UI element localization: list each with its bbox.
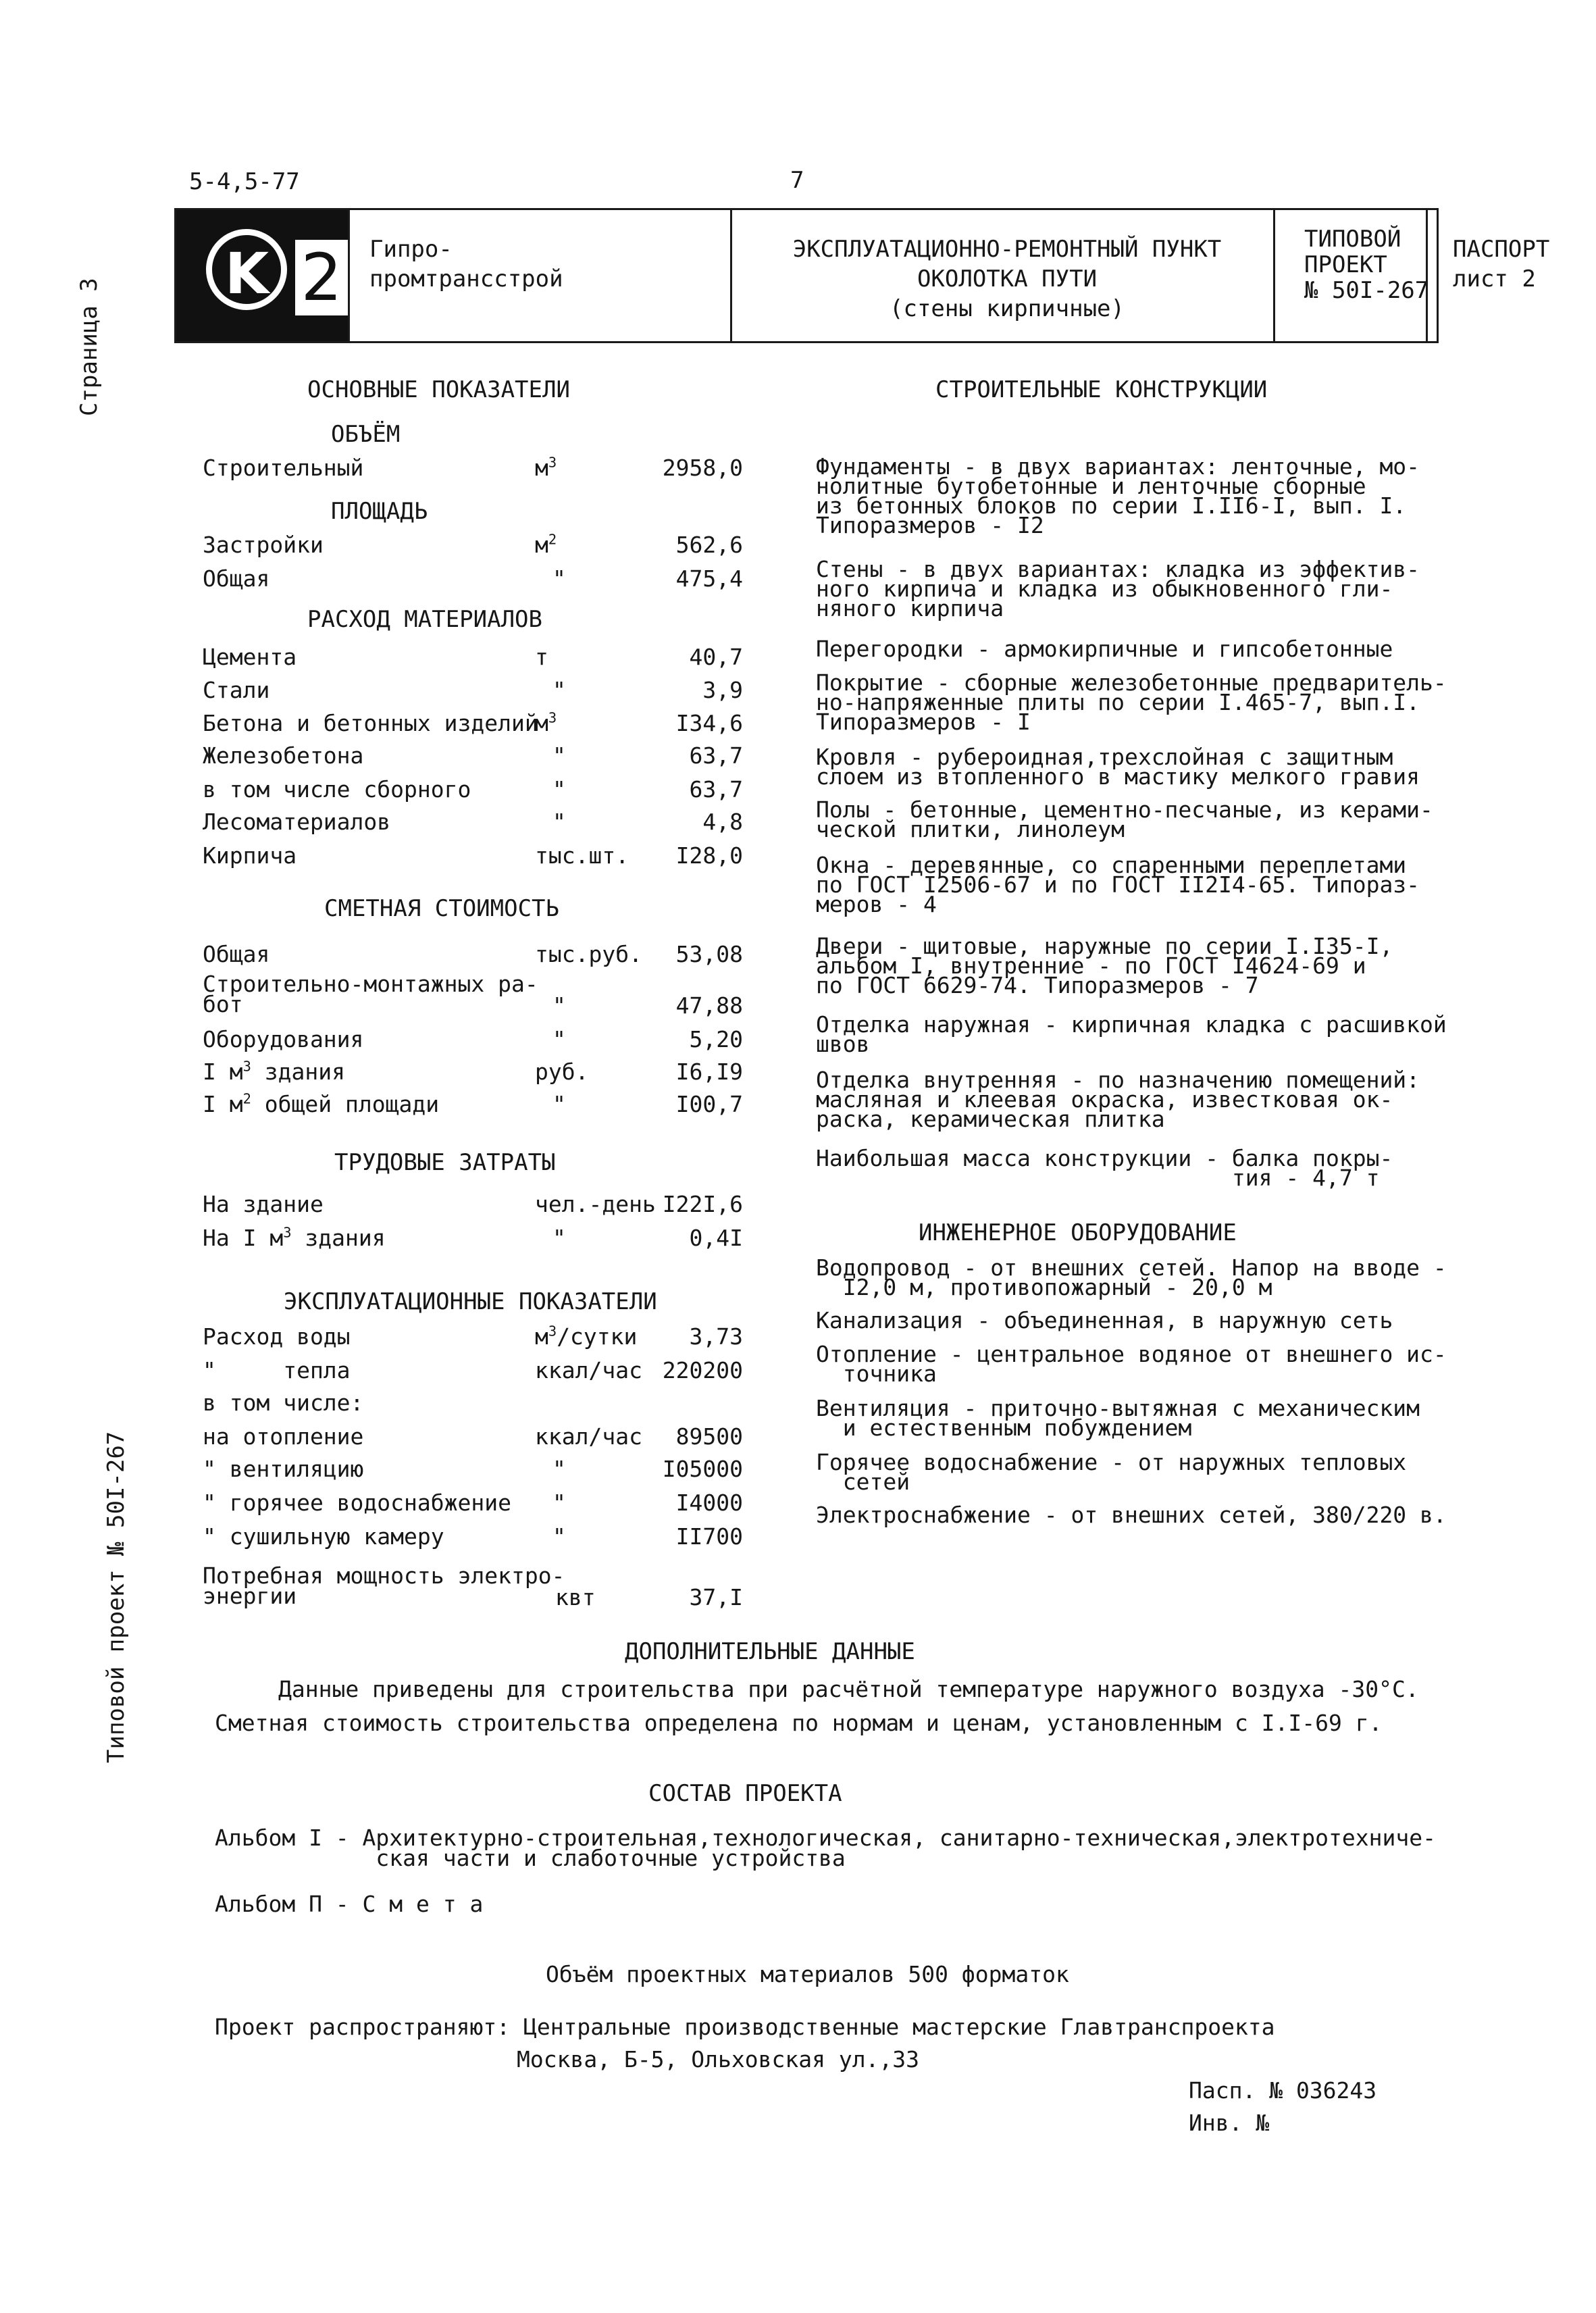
ops-row-unit: ккал/час	[535, 1423, 642, 1450]
materials-row-unit: "	[552, 776, 566, 803]
area-row-label: Общая	[203, 565, 270, 592]
materials-heading: РАСХОД МАТЕРИАЛОВ	[307, 606, 542, 633]
cost-row-label: I $м^3$ здания	[203, 1058, 345, 1085]
structure-item: Фундаменты - в двух вариантах: ленточные, мо- нолитные бутобетонные и ленточные сборные из бетонных блоков по серии I.II6-I, вып. I. Типоразмеров - I2	[816, 453, 1420, 538]
materials-row-label: Бетона и бетонных изделий	[203, 710, 538, 736]
structure-item: Покрытие - сборные железобетонные предваритель- но-напряженные плиты по серии I.465-7, вып.I. Типоразмеров - I	[816, 669, 1447, 735]
area-row-unit: $м^2$	[535, 531, 557, 558]
ops-heading: ЭКСПЛУАТАЦИОННЫЕ ПОКАЗАТЕЛИ	[284, 1288, 657, 1315]
ops-row-value: 89500	[675, 1423, 743, 1450]
power-label: Потребная мощность электро- энергии	[203, 1562, 565, 1609]
project-type: ТИПОВОЙ ПРОЕКТ № 50I-267	[1304, 226, 1429, 304]
engineering-item: Канализация - объединенная, в наружную сеть	[816, 1307, 1393, 1333]
structure-item: Окна - деревянные, со спаренными переплетами по ГОСТ I2506-67 и по ГОСТ II2I4-65. Типораз- меров - 4	[816, 852, 1420, 917]
materials-row-value: 40,7	[689, 644, 743, 670]
materials-row-value: 63,7	[689, 776, 743, 803]
title-block	[174, 208, 1550, 343]
album-2: Альбом П - С м е т а	[215, 1891, 484, 1917]
inventory-number: Инв. №	[1189, 2110, 1270, 2136]
cost-heading: СМЕТНАЯ СТОИМОСТЬ	[324, 895, 559, 922]
engineering-heading: ИНЖЕНЕРНОЕ ОБОРУДОВАНИЕ	[919, 1219, 1237, 1246]
passport-sheet: ПАСПОРТ лист 2	[1453, 236, 1550, 293]
distributor-line-2: Москва, Б-5, Ольховская ул.,33	[517, 2046, 920, 2073]
structure-item: Кровля - рубероидная,трехслойная с защитным слоем из втопленного в мастику мелкого гравия	[816, 744, 1420, 790]
materials-row-label: Железобетона	[203, 742, 364, 769]
cost-row-label: I $м^2$ общей площади	[203, 1090, 440, 1117]
labor-row-value: 0,4I	[689, 1225, 743, 1251]
materials-row-label: в том числе сборного	[203, 776, 471, 803]
materials-row-value: 4,8	[702, 809, 743, 835]
structures-heading: СТРОИТЕЛЬНЫЕ КОНСТРУКЦИИ	[935, 376, 1268, 403]
ops-row-label: " тепла	[203, 1357, 351, 1383]
page-code: 5-4,5-77	[189, 168, 300, 195]
ops-row-label: Расход воды	[203, 1323, 351, 1350]
structure-item: Отделка внутренняя - по назначению помещений: масляная и клеевая окраска, известковая ок- раска, керамическая плитка	[816, 1067, 1420, 1132]
album-1: Альбом I - Архитектурно-строительная,технологическая, санитарно-техническая,электротехниче- ская части и слаботочные устройства	[215, 1825, 1436, 1871]
ops-row-unit: ккал/час	[535, 1357, 642, 1383]
ops-row-label: на отопление	[203, 1423, 364, 1450]
volume-value: 2958,0	[662, 455, 743, 481]
cost-row-value: I00,7	[675, 1091, 743, 1117]
cost-row-value: I6,I9	[675, 1059, 743, 1085]
materials-row-value: I28,0	[675, 842, 743, 869]
materials-row-unit: тыс.шт.	[535, 842, 629, 869]
cost-row-value: 47,88	[675, 992, 743, 1019]
structure-item: Отделка наружная - кирпичная кладка с расшивкой швов	[816, 1011, 1447, 1057]
cost-row-label: Строительно-монтажных ра- бот	[203, 971, 538, 1017]
ops-row-value: II700	[675, 1523, 743, 1550]
cost-row-unit: "	[552, 1026, 566, 1052]
main-indicators-heading: ОСНОВНЫЕ ПОКАЗАТЕЛИ	[307, 376, 570, 403]
additional-heading: ДОПОЛНИТЕЛЬНЫЕ ДАННЫЕ	[625, 1638, 915, 1665]
engineering-item: Электроснабжение - от внешних сетей, 380/220 в.	[816, 1502, 1447, 1528]
materials-row-label: Цемента	[203, 644, 297, 670]
labor-row-label: На здание	[203, 1191, 324, 1217]
cost-row-unit: "	[552, 992, 566, 1019]
additional-line-1: Данные приведены для строительства при расчётной температуре наружного воздуха -30°С.	[278, 1676, 1419, 1702]
ops-row-label: " сушильную камеру	[203, 1523, 444, 1550]
cost-row-label: Оборудования	[203, 1026, 364, 1052]
materials-row-unit: "	[552, 742, 566, 769]
additional-line-2: Сметная стоимость строительства определена по нормам и ценам, установленным с I.I-69 г.	[215, 1710, 1383, 1736]
logo-letter-k: K	[225, 240, 269, 307]
engineering-item: Водопровод - от внешних сетей. Напор на вводе - I2,0 м, противопожарный - 20,0 м	[816, 1254, 1447, 1300]
materials-row-unit: т	[535, 644, 548, 670]
engineering-item: Горячее водоснабжение - от наружных тепловых сетей	[816, 1449, 1407, 1495]
materials-row-value: 3,9	[702, 677, 743, 703]
materials-row-label: Стали	[203, 677, 270, 703]
area-row-value: 475,4	[675, 565, 743, 592]
cost-row-value: 5,20	[689, 1026, 743, 1052]
structure-item: Стены - в двух вариантах: кладка из эффектив- ного кирпича и кладка из обыкновенного гли- няного кирпича	[816, 556, 1420, 621]
labor-row-label: На I $м^3$ здания	[203, 1224, 386, 1251]
cost-row-label: Общая	[203, 941, 270, 967]
logo-number: 2	[295, 240, 348, 315]
ops-row-unit: "	[552, 1523, 566, 1550]
structure-item: Перегородки - армокирпичные и гипсобетонные	[816, 636, 1393, 662]
cost-row-unit: тыс.руб.	[535, 941, 642, 967]
area-row-value: 562,6	[675, 532, 743, 558]
power-unit: квт	[555, 1584, 596, 1610]
ops-row-value: I05000	[662, 1456, 743, 1482]
ops-row-label: " горячее водоснабжение	[203, 1490, 511, 1516]
ops-row-value: I4000	[675, 1490, 743, 1516]
materials-volume: Объём проектных материалов 500 форматок	[546, 1961, 1069, 1987]
materials-row-value: 63,7	[689, 742, 743, 769]
ops-row-label: " вентиляцию	[203, 1456, 364, 1482]
side-project-label: Типовой проект № 50I-267	[103, 1431, 130, 1763]
structure-item: Двери - щитовые, наружные по серии I.I35-I, альбом I, внутренние - по ГОСТ I4624-69 и по ГОСТ 6629-74. Типоразмеров - 7	[816, 933, 1393, 998]
volume-label: Строительный	[203, 455, 364, 481]
labor-row-value: I22I,6	[662, 1191, 743, 1217]
area-row-label: Застройки	[203, 532, 324, 558]
ops-row-unit: "	[552, 1490, 566, 1516]
engineering-item: Вентиляция - приточно-вытяжная с механическим и естественным побуждением	[816, 1395, 1420, 1441]
labor-heading: ТРУДОВЫЕ ЗАТРАТЫ	[334, 1149, 556, 1176]
structure-item: Полы - бетонные, цементно-песчаные, из керами- ческой плитки, линолеум	[816, 796, 1433, 842]
distributor-line-1: Проект распространяют: Центральные производственные мастерские Главтранспроекта	[215, 2014, 1275, 2040]
ops-row-unit: $м^3$/сутки	[535, 1323, 638, 1350]
labor-row-unit: чел.-день	[535, 1191, 656, 1217]
area-heading: ПЛОЩАДЬ	[331, 498, 428, 525]
materials-row-value: I34,6	[675, 710, 743, 736]
structure-item: Наибольшая масса конструкции - балка покры- тия - 4,7 т	[816, 1145, 1393, 1191]
power-value: 37,I	[689, 1584, 743, 1610]
area-row-unit: "	[552, 565, 566, 592]
passport-number: Пасп. № 036243	[1189, 2077, 1377, 2104]
engineering-item: Отопление - центральное водяное от внешнего ис- точника	[816, 1341, 1447, 1387]
stamp-title: ЭКСПЛУАТАЦИОННО-РЕМОНТНЫЙ ПУНКТ ОКОЛОТКА ПУТИ (стены кирпичные)	[792, 236, 1222, 322]
volume-unit: $м^3$	[535, 454, 557, 481]
cost-row-unit: руб.	[535, 1059, 589, 1085]
materials-row-label: Лесоматериалов	[203, 809, 391, 835]
materials-row-unit: "	[552, 809, 566, 835]
ops-row-value: 220200	[662, 1357, 743, 1383]
materials-row-unit: $м^3$	[535, 709, 557, 736]
composition-heading: СОСТАВ ПРОЕКТА	[648, 1780, 842, 1807]
ops-row-label: в том числе:	[203, 1390, 364, 1416]
ops-row-value: 3,73	[689, 1323, 743, 1350]
materials-row-label: Кирпича	[203, 842, 297, 869]
ops-row-unit: "	[552, 1456, 566, 1482]
side-page-label: Страница 3	[76, 278, 103, 416]
organization-name: Гипро- промтрансстрой	[369, 236, 563, 293]
labor-row-unit: "	[552, 1225, 566, 1251]
cost-row-value: 53,08	[675, 941, 743, 967]
page-number: 7	[790, 167, 804, 194]
volume-heading: ОБЪЁМ	[331, 421, 401, 448]
materials-row-unit: "	[552, 677, 566, 703]
cost-row-unit: "	[552, 1091, 566, 1117]
